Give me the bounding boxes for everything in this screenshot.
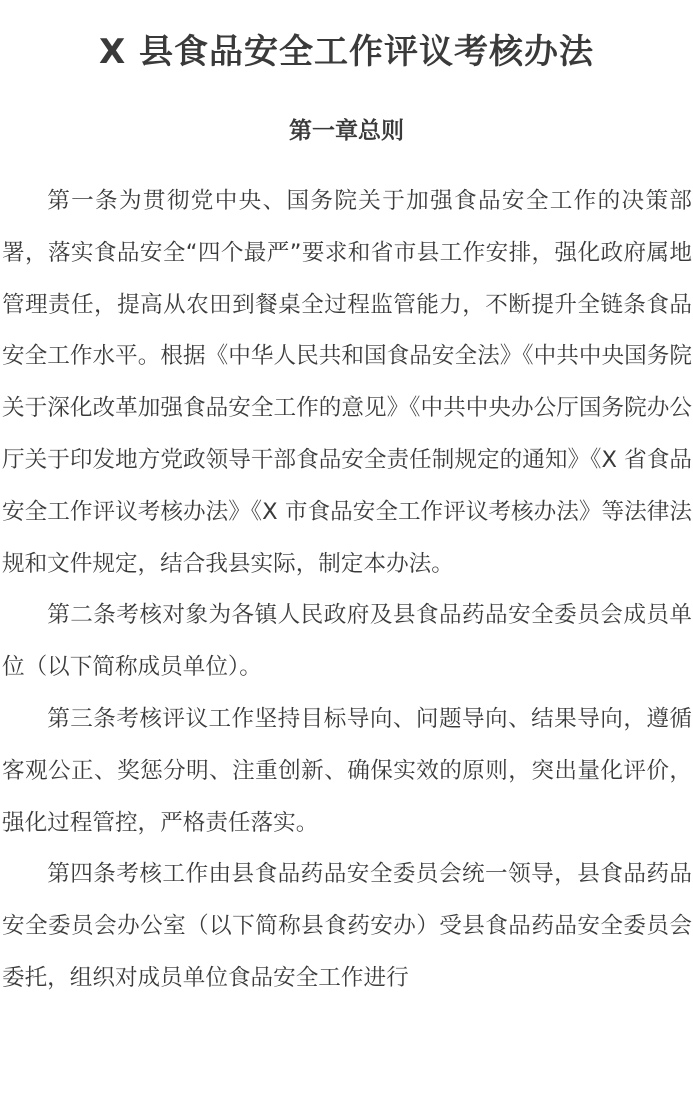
article-3-paragraph: 第三条考核评议工作坚持目标导向、问题导向、结果导向，遵循客观公正、奖惩分明、注重创新、确保实效的原则，突出量化评价，强化过程管控，严格责任落实。 <box>2 705 692 836</box>
article-2-paragraph: 第二条考核对象为各镇人民政府及县食品药品安全委员会成员单位（以下简称成员单位）。 <box>2 602 692 681</box>
article-4-paragraph: 第四条考核工作由县食品药品安全委员会统一领导，县食品药品安全委员会办公室（以下简称县食药安办）受县食品药品安全委员会委托，组织对成员单位食品安全工作进行 <box>2 861 692 991</box>
document-body <box>2 176 692 1005</box>
article-1-paragraph: 第一条为贯彻党中央、国务院关于加强食品安全工作的决策部署，落实食品安全“四个最严”要求和省市县工作安排，强化政府属地管理责任，提高从农田到餐桌全过程监管能力，不断提升全链条食品安全工作水平。根据《中华人民共和国食品安全法》《中共中央国务院关于深化改革加强食品安全工作的意见》《中共中央办公厅国务院办公厅关于印发地方党政领导干部食品安全责任制规定的通知》《X 省食品安全工作评议考核办法》《X 市食品安全工作评议考核办法》等法律法规和文件规定，结合我县实际，制定本办法。 <box>2 188 692 577</box>
document-title: X 县食品安全工作评议考核办法 <box>98 32 595 72</box>
chapter-heading: 第一章总则 <box>289 118 404 144</box>
